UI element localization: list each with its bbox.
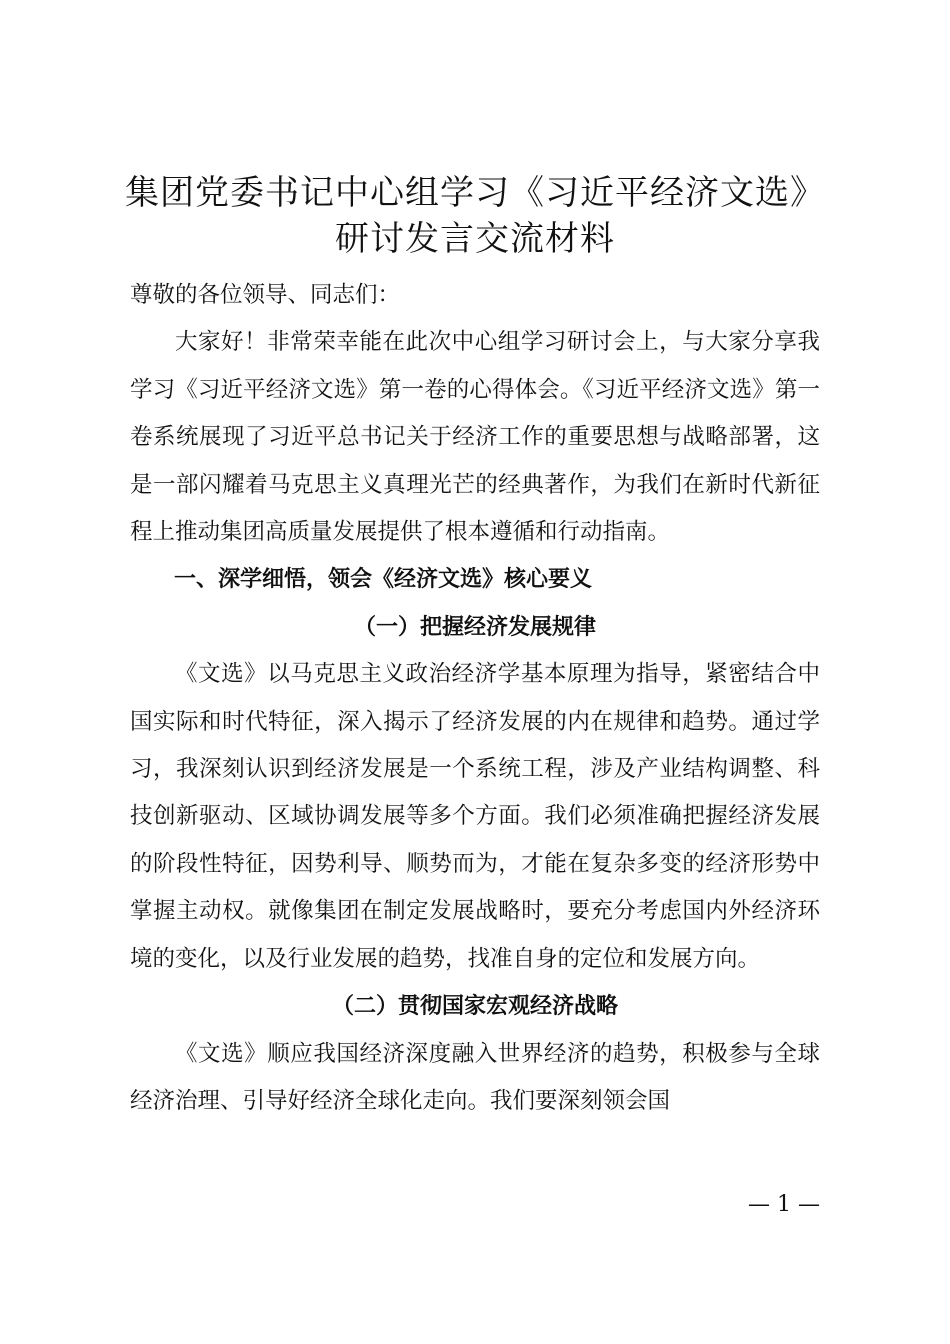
page-number: — 1 — [748,1192,820,1217]
document-title-line-1: 集团党委书记中心组学习《习近平经济文选》 [125,173,825,213]
subsection-2-paragraph: 《文选》顺应我国经济深度融入世界经济的趋势，积极参与全球经济治理、引导好经济全球化走向。我们要深刻领会国 [130,1040,820,1114]
subsection-1-paragraph: 《文选》以马克思主义政治经济学基本原理为指导，紧密结合中国实际和时代特征，深入揭示了经济发展的内在规律和趋势。通过学习，我深刻认识到经济发展是一个系统工程，涉及产业结构调整、科技创新驱动、区域协调发展等多个方面。我们必须准确把握经济发展的阶段性特征，因势利导、顺势而为，才能在复杂多变的经济形势中掌握主动权。就像集团在制定发展战略时，要充分考虑国内外经济环境的变化，以及行业发展的趋势，找准自身的定位和发展方向。 [130,661,820,972]
subsection-1-heading: （一）把握经济发展规律 [353,613,596,640]
document-title-line-2: 研讨发言交流材料 [335,219,615,259]
intro-paragraph: 大家好！非常荣幸能在此次中心组学习研讨会上，与大家分享我学习《习近平经济文选》第一卷的心得体会。《习近平经济文选》第一卷系统展现了习近平总书记关于经济工作的重要思想与战略部署，这是一部闪耀着马克思主义真理光芒的经典著作，为我们在新时代新征程上推动集团高质量发展提供了根本遵循和行动指南。 [130,329,820,546]
document-body [130,272,820,1125]
subsection-2-heading: （二）贯彻国家宏观经济战略 [331,993,618,1020]
section-1-heading: 一、深学细悟，领会《经济文选》核心要义 [174,567,593,593]
salutation: 尊敬的各位领导、同志们： [130,282,401,308]
